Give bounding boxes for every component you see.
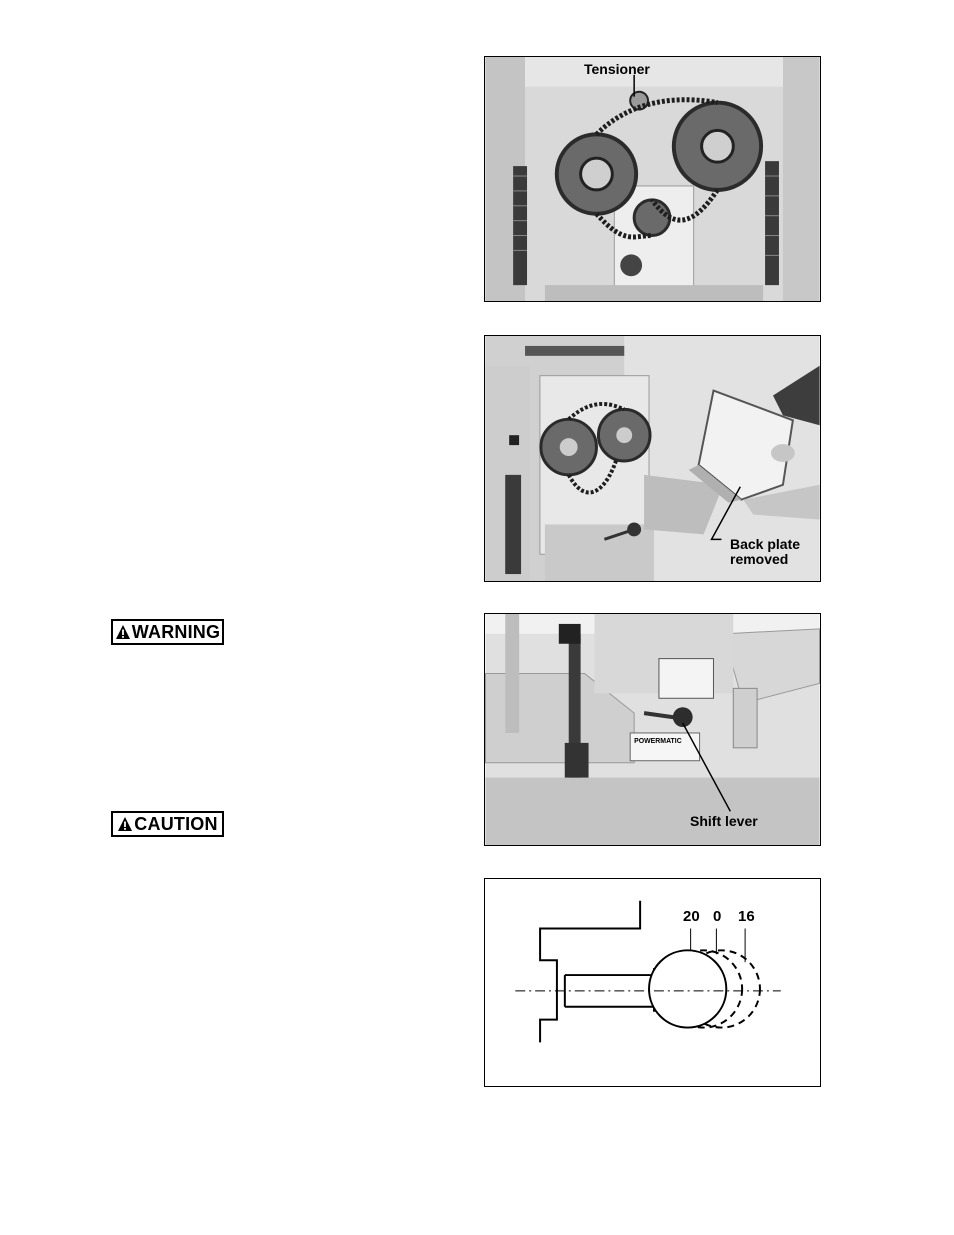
powermatic-plate-text: POWERMATIC	[634, 737, 682, 745]
figure-shift-lever-photo	[484, 613, 821, 846]
figure-tensioner-photo	[484, 56, 821, 302]
caution-badge	[111, 811, 224, 837]
figure-shift-position-diagram	[484, 878, 821, 1087]
shift-lever-callout: Shift lever	[690, 813, 758, 829]
tensioner-callout: Tensioner	[584, 61, 650, 77]
warning-triangle-icon	[115, 624, 131, 640]
warning-badge	[111, 619, 224, 645]
position-label-20: 20	[683, 908, 700, 925]
chain-drive-illustration	[485, 57, 820, 301]
back-plate-callout	[730, 537, 800, 567]
shift-lever-illustration	[485, 614, 820, 845]
back-plate-callout-line1: Back plate	[730, 536, 801, 552]
shift-position-diagram	[485, 879, 820, 1086]
back-plate-callout-line2: removed	[730, 551, 789, 567]
position-label-16: 16	[738, 908, 755, 925]
warning-triangle-icon	[117, 816, 133, 832]
caution-label: CAUTION	[134, 813, 218, 834]
position-label-0: 0	[713, 908, 722, 925]
warning-label: WARNING	[131, 621, 221, 642]
